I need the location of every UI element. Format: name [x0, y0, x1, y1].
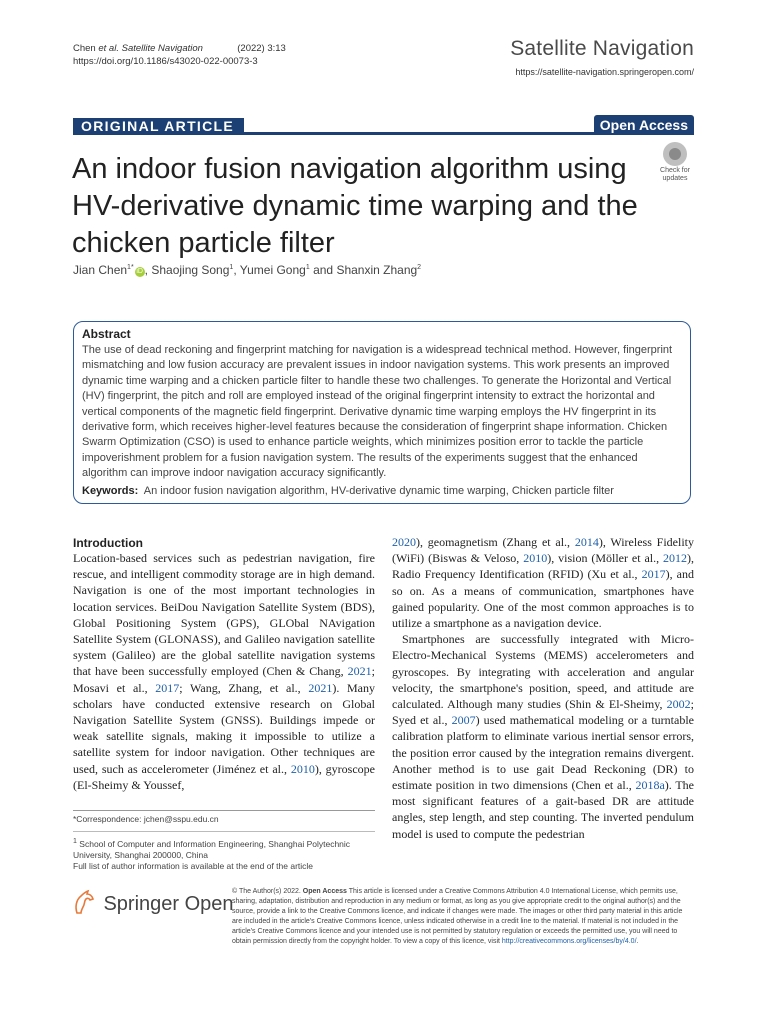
citation-link[interactable]: 2007	[451, 713, 476, 728]
abstract-text: The use of dead reckoning and fingerprint matching for navigation is a widespread technical method. However, fingerprint mismatching and low fusion accuracy are prevalent issues in indoor navigation systems. This work presents an improved dynamic time warping and a chicken particle filter to handle these two challenges. To generate the Horizontal and Vertical (HV) fingerprint, the pitch and roll are employed instead of the original fingerprint intensity to extract the horizontal and vertical components of the magnetic field fingerprint. Derivative dynamic time warping employs the HV fingerprint in its derivative form, which receives higher-level features because the consideration of fingerprint shape information. Chicken Swarm Optimization (CSO) is used to enhance particle weights, which minimizes position error to tackle the particle impoverishment problem for a fusion navigation system. The results of the experiments suggest that the enhanced algorithm can improve indoor navigation accuracy significantly.	[82, 344, 673, 480]
intro-column-left: Location-based services such as pedestrian navigation, fire rescue, and intelligent commodity storage are in high demand. Navigation is one of the most important technologies in location services. BeiDou Navigation Satellite System (BDS), Global Positioning System (GPS), GLObal NAvigation Satellite System (GLONASS), and Galileo navigation satellite system (Galileo) are the global satellite navigation systems that have been successfully employed (Chen & Chang, 2021; Mosavi et al., 2017; Wang, Zhang, et al., 2021). Many scholars have conducted extensive research on Global Navigation Satellite System (GNSS). Buildings impede or weak satellite signals, making it impossible to utilize a satellite system for indoor navigation. Other techniques are used, such as accelerometer (Jiménez et al., 2010), gyroscope (El-Sheimy & Youssef,	[73, 551, 375, 792]
doi-link[interactable]: https://doi.org/10.1186/s43020-022-00073-3	[73, 56, 258, 67]
springer-horse-icon	[73, 889, 95, 920]
author-name[interactable]: Shanxin Zhang	[336, 263, 418, 277]
affiliation-note: $^1$ School of Computer and Information Engineering, Shanghai Polytechnic University, Shanghai 200000, China	[73, 837, 351, 860]
abstract-heading: Abstract	[82, 327, 131, 341]
license-link[interactable]: http://creativecommons.org/licenses/by/4.0/	[501, 938, 637, 945]
footnotes	[73, 814, 375, 872]
footnote-divider	[73, 810, 375, 811]
springer-open-wordmark: Springer Open	[103, 893, 234, 915]
keywords-text: An indoor fusion navigation algorithm, HV-derivative dynamic time warping, Chicken particle filter	[143, 484, 614, 497]
citation-link[interactable]: 2018a	[635, 778, 665, 793]
article-type-tag: ORIGINAL ARTICLE	[73, 118, 244, 135]
citation-link[interactable]: 2021	[347, 664, 372, 679]
citation-link[interactable]: 2017	[155, 680, 180, 695]
keywords-label: Keywords:	[82, 484, 139, 497]
author-sup: 1	[305, 264, 310, 271]
open-access-badge: Open Access	[594, 115, 694, 135]
article-title: An indoor fusion navigation algorithm using HV-derivative dynamic time warping and the chicken particle filter	[72, 153, 638, 259]
article-banner	[73, 118, 694, 135]
orcid-icon[interactable]: iD	[136, 268, 143, 275]
citation-link[interactable]: 2017	[641, 567, 666, 582]
paragraph: Smartphones are successfully integrated with Micro-Electro-Mechanical Systems (MEMS) accelerometers and gyroscopes. By integrating with acceleration and angular velocity, the smartphone's position, speed, and attitude are calculated. Although many studies (Shin & El-Sheimy, 2002; Syed et al., 2007) used mathematical modeling or a turntable calibration platform to eliminate various inertial sensor errors, the position error caused by the integration remains divergent. Another method is to use gait Dead Reckoning (DR) to estimate position in two dimensions (Chen et al., 2018a). The most significant features of a gait-based DR are attitude angles, step length, and step counting. The inverted pendulum model is used to compute the pedestrian	[392, 632, 695, 841]
intro-column-right	[392, 534, 694, 842]
abstract-box	[73, 321, 691, 504]
citation-link[interactable]: 2014	[574, 535, 599, 549]
springer-open-logo	[73, 889, 234, 919]
cite-authors: Chen	[73, 43, 96, 54]
citation-block	[73, 42, 286, 68]
license-statement: © The Author(s) 2022. Open Access This article is licensed under a Creative Commons Attribution 4.0 International License, which permits use, sharing, adaptation, distribution and reproduction in any medium or format, as long as you give appropriate credit to the original author(s) and the source, provide a link to the Creative Commons licence, and indicate if changes were made. The images or other third party material in this article are included in the article's Creative Commons licence, unless indicated otherwise in a credit line to the material. If material is not included in the article's Creative Commons licence and your intended use is not permitted by statutory regulation or exceeds the permitted use, you will need to obtain permission directly from the copyright holder. To view a copy of this licence, visit http://creativecommons.org/licenses/by/4.0/.	[232, 888, 683, 945]
paragraph: 2020), geomagnetism (Zhang et al., 2014), Wireless Fidelity (WiFi) (Biswas & Veloso, 2010), vision (Möller et al., 2012), Radio Frequency Identification (RFID) (Xu et al., 2017), and so on. As a means of communication, smartphones have gained popularity. One of the most common approaches is to utilize a smartphone as a navigation device.	[392, 535, 694, 631]
cite-journal: Satellite Navigation	[121, 43, 203, 54]
author-name[interactable]: Yumei Gong	[239, 263, 306, 277]
journal-name: Satellite Navigation	[510, 37, 694, 60]
citation-link[interactable]: 2021	[308, 680, 333, 695]
citation-link[interactable]: 2010	[290, 761, 315, 776]
citation-link[interactable]: 2010	[523, 551, 548, 566]
license-oa: Open Access	[302, 888, 347, 895]
footnote-separator	[73, 831, 375, 832]
check-for-updates-button[interactable]	[655, 142, 695, 180]
author-name[interactable]: Shaojing Song	[151, 263, 230, 277]
keywords-line	[82, 484, 678, 499]
citation-link[interactable]: 2020	[392, 535, 416, 549]
introduction-heading: Introduction	[73, 536, 143, 550]
author-info-note: Full list of author information is available at the end of the article	[73, 860, 314, 871]
author-sup: 1*	[127, 264, 134, 271]
correspondence-note: *Correspondence: jchen@sspu.edu.cn	[73, 814, 219, 824]
cite-volume: (2022) 3:13	[237, 43, 286, 54]
author-sup: 2	[417, 264, 422, 271]
author-sup: 1	[229, 264, 234, 271]
author-list: Jian Chen$^{1*}$iD , Shaojing Song$^1$, Yumei Gong$^1$ and Shanxin Zhang$^2$	[73, 263, 422, 277]
citation-link[interactable]: 2002	[666, 697, 691, 712]
citation-link[interactable]: 2012	[663, 551, 687, 566]
author-name[interactable]: Jian Chen	[73, 263, 128, 277]
check-updates-label: Check for updates	[660, 167, 690, 182]
check-updates-icon	[663, 142, 687, 166]
cite-etal: et al.	[98, 43, 119, 54]
journal-url[interactable]: https://satellite-navigation.springeropen.com/	[515, 67, 694, 77]
